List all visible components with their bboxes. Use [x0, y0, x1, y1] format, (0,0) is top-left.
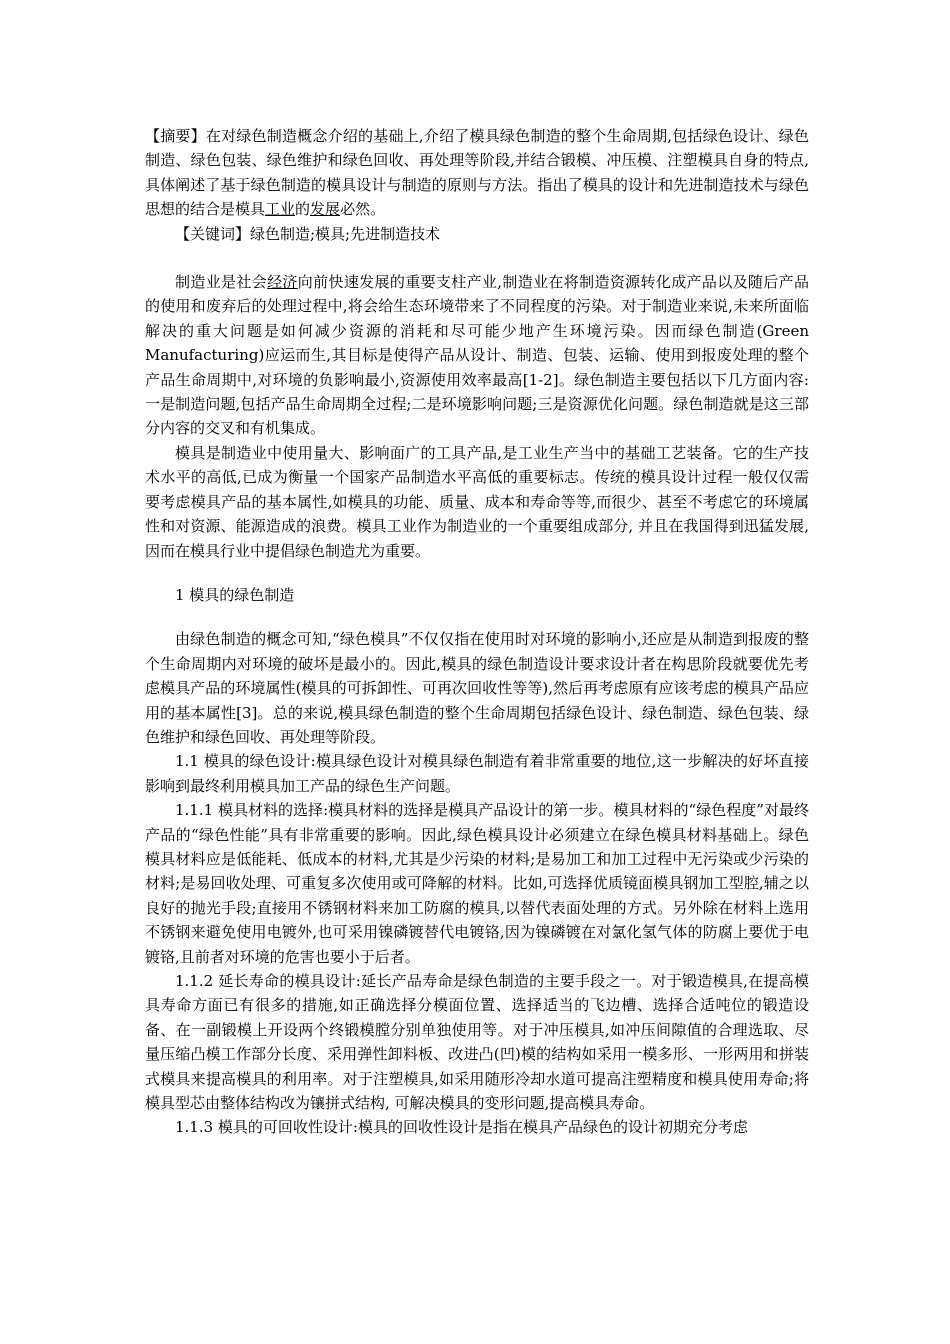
intro-paragraph-2: 模具是制造业中使用量大、影响面广的工具产品,是工业生产当中的基础工艺装备。它的生产技术水平的高低,已成为衡量一个国家产品制造水平高低的重要标志。传统的模具设计过程一般仅仅需要考虑模具产品的基本属性,如模具的功能、质量、成本和寿命等等,而很少、甚至不考虑它的环境属性和对资源、能源造成的浪费。模具工业作为制造业的一个重要组成部分, 并且在我国得到迅猛发展, 因而在模具行业中提倡绿色制造尤为重要。 [145, 443, 809, 560]
link-economy[interactable]: 经济 [267, 273, 298, 292]
section-paragraph-4: 1.1.2 延长寿命的模具设计:延长产品寿命是绿色制造的主要手段之一。对于锻造模具,在提高模具寿命方面已有很多的措施,如正确选择分模面位置、选择适当的飞边槽、选择合适吨位的锻造设备、在一副锻模上开设两个终锻模膛分别单独使用等。对于冲压模具,如冲压间隙值的合理选取、尽量压缩凸模工作部分长度、采用弹性卸料板、改进凸(凹)模的结构如采用一模多形、一形两用和拼装式模具来提高模具的利用率。对于注塑模具,如采用随形冷却水道可提高注塑精度和模具使用寿命;将模具型芯由整体结构改为镶拼式结构, 可解决模具的变形问题,提高模具寿命。 [145, 972, 809, 1113]
section-paragraph-2: 1.1 模具的绿色设计:模具绿色设计对模具绿色制造有着非常重要的地位,这一步解决的好坏直接影响到最终利用模具加工产品的绿色生产问题。 [145, 752, 809, 795]
link-industry[interactable]: 工业 [265, 200, 296, 219]
document-body [145, 124, 809, 1140]
section-paragraph-3: 1.1.1 模具材料的选择:模具材料的选择是模具产品设计的第一步。模具材料的“绿色程度”对最终产品的“绿色性能”具有非常重要的影响。因此,绿色模具设计必须建立在绿色模具材料基础上。绿色模具材料应是低能耗、低成本的材料,尤其是少污染的材料;是易加工和加工过程中无污染或少污染的材料;是易回收处理、可重复多次使用或可降解的材料。比如,可选择优质镜面模具钢加工型腔,辅之以良好的抛光手段;直接用不锈钢材料来加工防腐的模具,以替代表面处理的方式。另外除在材料上选用不锈钢来避免使用电镀外,也可采用镍磷镀替代电镀铬,因为镍磷镀在对氯化氢气体的防腐上要优于电镀铬,且前者对环境的危害也要小于后者。 [145, 801, 809, 966]
keywords-line: 【关键词】绿色制造;模具;先进制造技术 [175, 224, 441, 243]
section-paragraph-5: 1.1.3 模具的可回收性设计:模具的回收性设计是指在模具产品绿色的设计初期充分考虑 [175, 1118, 748, 1137]
section-paragraph-1: 由绿色制造的概念可知,“绿色模具”不仅仅指在使用时对环境的影响小,还应是从制造到报废的整个生命周期内对环境的破坏是最小的。因此,模具的绿色制造设计要求设计者在构思阶段就要优先考虑模具产品的环境属性(模具的可拆卸性、可再次回收性等等),然后再考虑原有应该考虑的模具产品应用的基本属性[3]。总的来说,模具绿色制造的整个生命周期包括绿色设计、绿色制造、绿色包装、绿色维护和绿色回收、再处理等阶段。 [145, 630, 809, 746]
section-heading: 1 模具的绿色制造 [175, 585, 295, 604]
intro-paragraph-1: 制造业是社会经济向前快速发展的重要支柱产业,制造业在将制造资源转化成产品以及随后产品的使用和废弃后的处理过程中,将会给生态环境带来了不同程度的污染。对于制造业来说,未来所面临解决的重大问题是如何减少资源的消耗和尽可能少地产生环境污染。因而绿色制造(Green Manufacturing)应运而生,其目标是使得产品从设计、制造、包装、运输、使用到报废处理的整个产品生命周期中,对环境的负影响最小,资源使用效率最高[1-2]。绿色制造主要包括以下几方面内容:一是制造问题,包括产品生命周期全过程;二是环境影响问题;三是资源优化问题。绿色制造就是这三部分内容的交叉和有机集成。 [145, 273, 809, 438]
abstract-paragraph: 【摘要】在对绿色制造概念介绍的基础上,介绍了模具绿色制造的整个生命周期,包括绿色设计、绿色制造、绿色包装、绿色维护和绿色回收、再处理等阶段,并结合锻模、冲压模、注塑模具自身的特点,具体阐述了基于绿色制造的模具设计与制造的原则与方法。指出了模具的设计和先进制造技术与绿色思想的结合是模具工业的发展必然。 [145, 127, 809, 219]
link-development[interactable]: 发展 [310, 200, 341, 219]
